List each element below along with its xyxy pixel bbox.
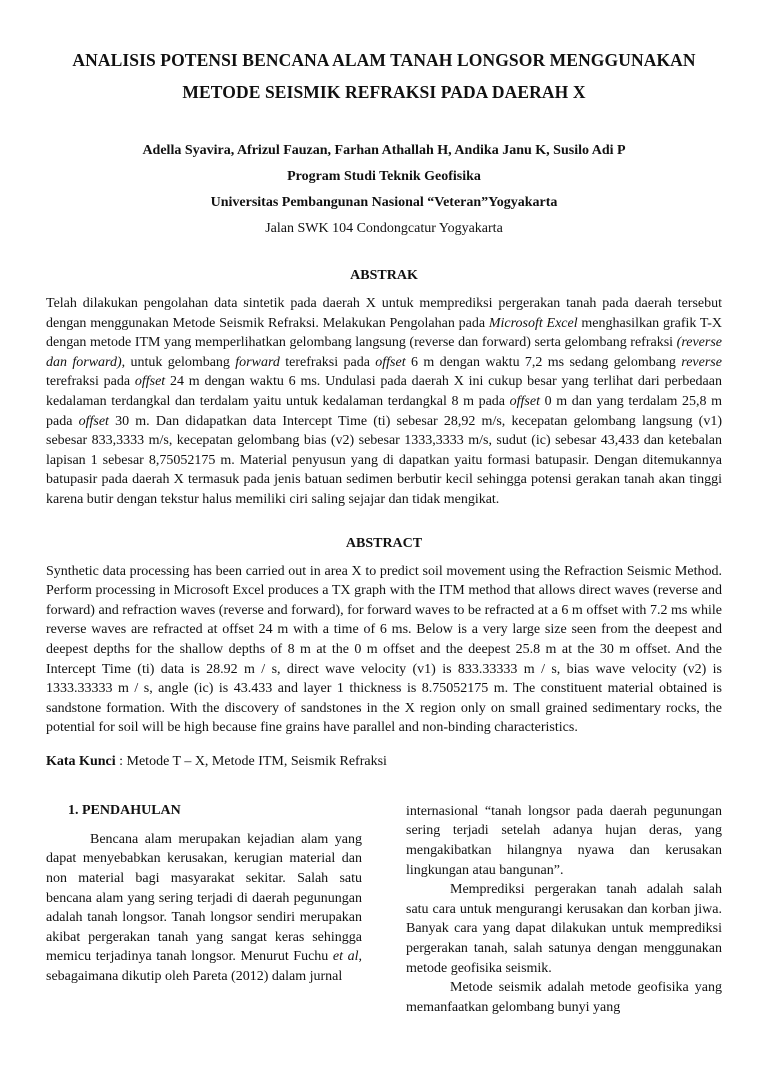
title-line-2: METODE SEISMIK REFRAKSI PADA DAERAH X	[182, 82, 586, 102]
title-line-1: ANALISIS POTENSI BENCANA ALAM TANAH LONGSOR MENGGUNAKAN	[72, 50, 696, 70]
abstract-heading: ABSTRACT	[345, 535, 423, 551]
abstrak-heading: ABSTRAK	[350, 268, 418, 283]
paper-title	[46, 44, 722, 108]
abstrak-text: Telah dilakukan pengolahan data sintetik pada daerah X untuk memprediksi pergerakan tanah pada daerah tersebut dengan menggunakan Metode Seismik Refraksi. Melakukan Pengolahan pada Microsoft Excel menghasilkan grafik T-X dengan metode ITM yang memperlihatkan gelombang langsung (reverse dan forward) serta gelombang refraksi (reverse dan forward), untuk gelombang forward terefraksi pada offset 6 m dengan waktu 7,2 ms sedang gelombang reverse terefraksi pada offset 24 m dengan waktu 6 ms. Undulasi pada daerah X ini cukup besar yang terlihat dari perbedaan kedalaman terdangkal dan terdalam yaitu untuk kedalaman terdangkal 8 m pada offset 0 m dan yang terdalam 25,8 m pada offset 30 m. Dan didapatkan data Intercept Time (ti) sebesar 28,92 m/s, kecepatan gelombang langsung (v1) sebesar 833,3333 m/s, kecepatan gelombang bias (v2) sebesar 1333,3333 m/s, sudut (ic) sebesar 43,433 dan ketebalan lapisan 1 sebesar 8,75052175 m. Material penyusun yang di dapatkan yaitu formasi batupasir. Dengan ditemukannya batupasir pada daerah X termasuk pada jenis batuan sedimen berbutir kecil sehingga potensi gerakan tanah akan tinggi karena butir dengan tekstur halus memiliki ciri saling sejajar dan tidak mengikat.	[46, 296, 722, 507]
intro-paragraph-2: Memprediksi pergerakan tanah adalah salah satu cara untuk mengurangi kerusakan dan korban jiwa. Banyak cara yang dapat dilakukan untuk memprediksi pergerakan tanah, salah satunya dengan menggunakan metode geofisika seismik.	[406, 882, 722, 976]
intro-paragraph-1: Bencana alam merupakan kejadian alam yang dapat menyebabkan kerusakan, kerugian material dan non material bagi masyarakat sekitar. Salah satu bencana alam yang sering terjadi di daerah pegunungan adalah tanah longsor. Tanah longsor sendiri merupakan akibat pergerakan tanah yang sangat keras sehingga memicu terjadinya tanah longsor. Menurut Fuchu et al, sebagaimana dikutip oleh Pareta (2012) dalam jurnal	[46, 831, 362, 985]
author-list: Adella Syavira, Afrizul Fauzan, Farhan Athallah H, Andika Janu K, Susilo Adi P	[142, 143, 626, 158]
affiliation-address: Jalan SWK 104 Condongcatur Yogyakarta	[265, 221, 503, 236]
paper-page	[0, 44, 768, 1068]
intro-paragraph-3: Metode seismik adalah metode geofisika yang memanfaatkan gelombang bunyi yang	[406, 980, 722, 1015]
keywords-text: : Metode T – X, Metode ITM, Seismik Refraksi	[115, 753, 387, 769]
left-column	[46, 802, 362, 1018]
abstract-text: Synthetic data processing has been carried out in area X to predict soil movement using the Refraction Seismic Method. Perform processing in Microsoft Excel produces a TX graph with the ITM method that allows direct waves (reverse and forward) and refraction waves (reverse and forward), for forward waves to be refracted at a 6 m offset with 7.2 ms while reverse waves are refracted at offset 24 m with a time of 6 ms. Below is a very large size seen from the deepest and deepest depths for the shallow depths of 8 m at the 0 m offset and the deepest 25.8 m at the 30 m offset. And the Intercept Time (ti) data is 28.92 m / s, direct wave velocity (v1) is 833.33333 m / s, bias wave velocity (v2) is 1333.33333 m / s, angle (ic) is 43.433 and layer 1 thickness is 8.75052175 m. The constituent material obtained is sandstone formation. With the discovery of sandstones in the X region only on small grained sedimentary rocks, the potential for soil will be high because fine grains have parallel and non-binding characteristics.	[46, 563, 722, 736]
right-column	[406, 802, 722, 1018]
keywords-label: Kata Kunci	[46, 753, 116, 769]
keywords	[46, 752, 722, 772]
section-heading-pendahuluan: 1. PENDAHULAN	[68, 802, 181, 818]
study-program: Program Studi Teknik Geofisika	[287, 169, 481, 184]
body-columns	[46, 802, 722, 1018]
university-name: Universitas Pembangunan Nasional “Veteran”Yogyakarta	[210, 195, 558, 210]
intro-paragraph-1-cont: internasional “tanah longsor pada daerah pegunungan sering terjadi setelah adanya hujan deras, yang mengakibatkan hilangnya nyawa dan kerusakan lingkungan atau bangunan”.	[406, 803, 722, 878]
